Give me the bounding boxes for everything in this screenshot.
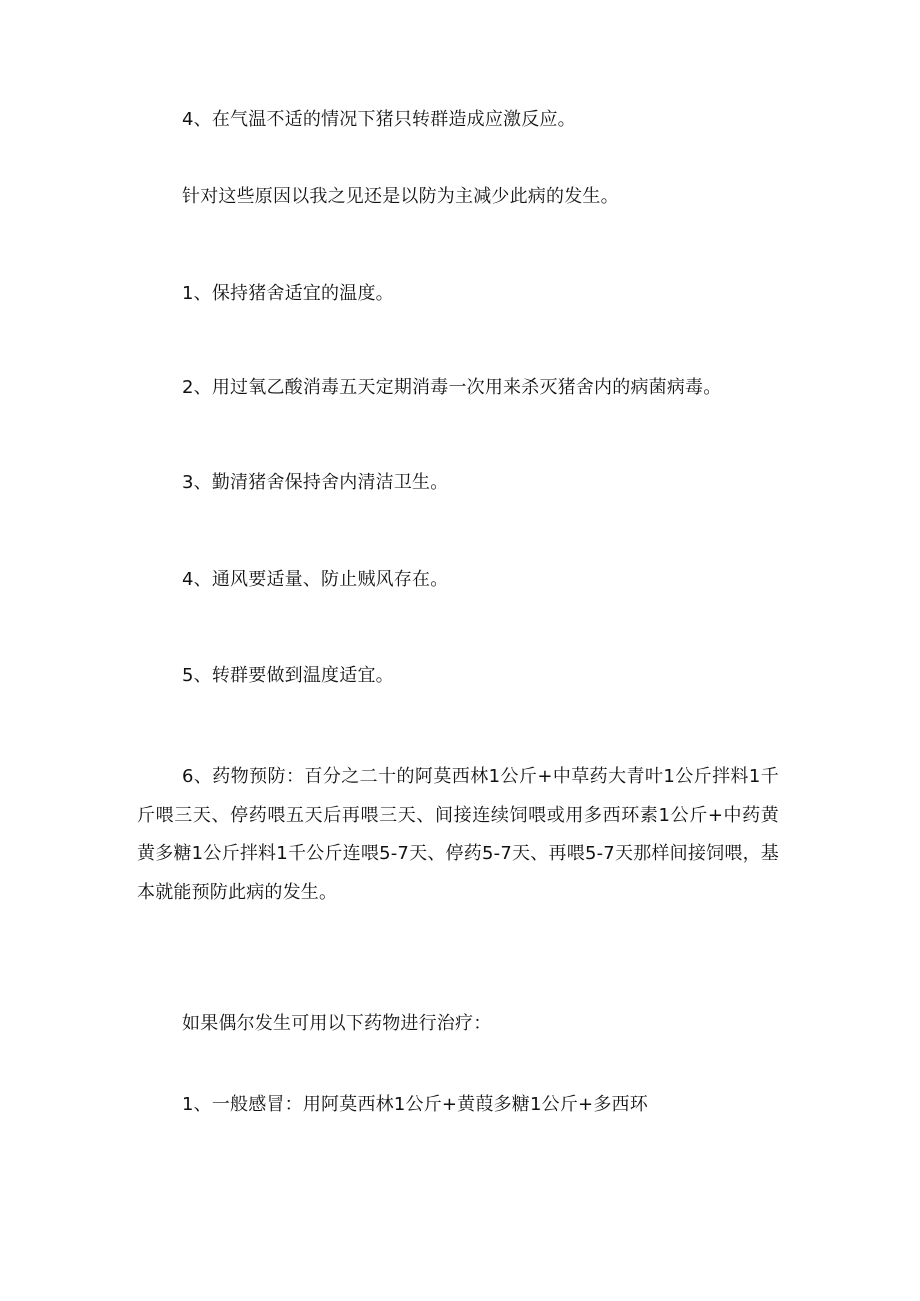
paragraph-measure-3: 3、勤清猪舍保持舍内清洁卫生。 xyxy=(182,472,449,493)
paragraph-treatment-1: 1、一般感冒：用阿莫西林1公斤+黄葭多糖1公斤+多西环 xyxy=(182,1094,648,1115)
paragraph-treatment-intro: 如果偶尔发生可用以下药物进行治疗： xyxy=(182,1013,492,1034)
paragraph-measure-4: 4、通风要适量、防止贼风存在。 xyxy=(182,569,449,590)
paragraph-measure-6-drug-prevention: 6、药物预防：百分之二十的阿莫西林1公斤+中草药大青叶1公斤拌料1千斤喂三天、停药喂五天后再喂三天、间接连续饲喂或用多西环素1公斤+中药黄黄多糖1公斤拌料1千公斤连喂5-7天、停药5-7天、再喂5-7天那样间接饲喂，基本就能预防此病的发生。 xyxy=(137,766,779,904)
paragraph-cause-4: 4、在气温不适的情况下猪只转群造成应激反应。 xyxy=(182,109,576,130)
paragraph-prevention-intro: 针对这些原因以我之见还是以防为主减少此病的发生。 xyxy=(182,186,619,207)
paragraph-measure-2: 2、用过氧乙酸消毒五天定期消毒一次用来杀灭猪舍内的病菌病毒。 xyxy=(182,377,722,398)
paragraph-measure-5: 5、转群要做到温度适宜。 xyxy=(182,665,394,686)
paragraph-measure-1: 1、保持猪舍适宜的温度。 xyxy=(182,283,394,304)
